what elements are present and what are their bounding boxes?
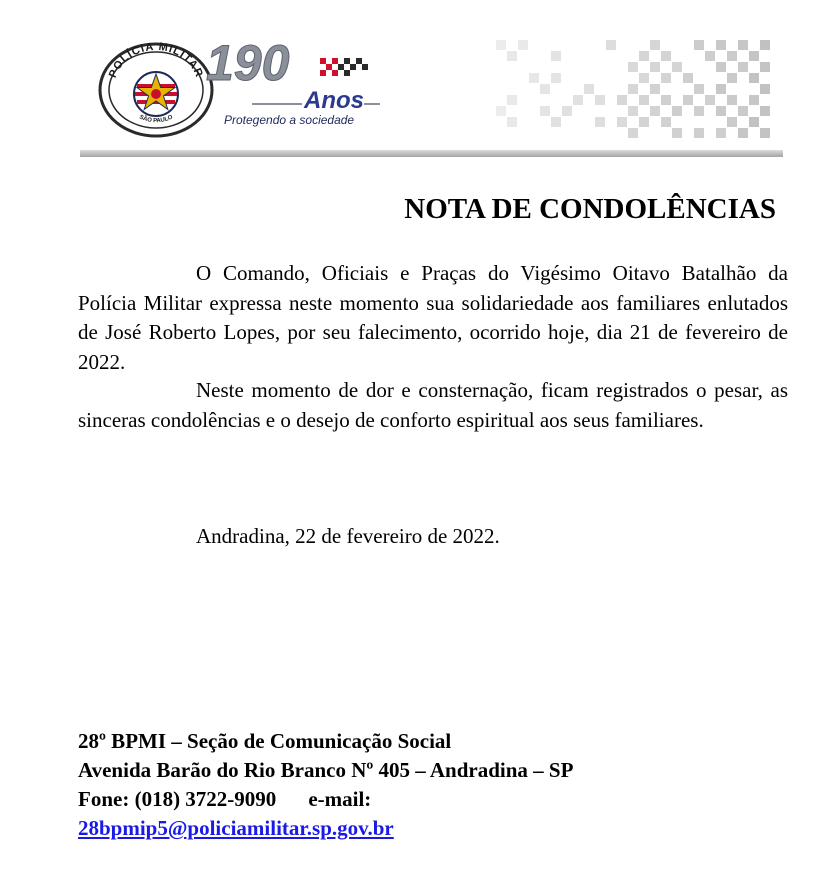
policia-militar-emblem (96, 38, 216, 138)
anniversary-190-logo (204, 36, 384, 132)
footer-address: Avenida Barão do Rio Branco Nº 405 – Andradina – SP (78, 758, 574, 782)
footer-contact-line (78, 785, 798, 814)
checkered-flag-icon (320, 58, 368, 76)
letterhead (0, 0, 828, 170)
emblem-ring-text: POLÍCIA MILITAR (106, 40, 206, 80)
dateline: Andradina, 22 de fevereiro de 2022. (196, 524, 500, 548)
anniversary-number: 190 (206, 36, 290, 91)
checkered-pattern-decoration (496, 36, 772, 142)
footer-email-label: e-mail: (308, 787, 372, 811)
emblem-bottom-text: SÃO PAULO (138, 114, 174, 125)
contact-footer (78, 727, 798, 843)
anniversary-tagline: Protegendo a sociedade (224, 113, 355, 127)
header-divider (80, 150, 783, 157)
footer-unit: 28º BPMI – Seção de Comunicação Social (78, 729, 452, 753)
notice-paragraph-1: O Comando, Oficiais e Praças do Vigésimo Oitavo Batalhão da Polícia Militar expressa neste momento sua solidariedade aos familiares enlutados de José Roberto Lopes, por seu falecimento, ocorrido hoje, dia 21 de fevereiro de 2022. (78, 261, 788, 374)
notice-paragraph-2: Neste momento de dor e consternação, ficam registrados o pesar, as sinceras condolências e o desejo de conforto espiritual aos seus familiares. (78, 378, 788, 432)
footer-email-link[interactable]: 28bpmip5@policiamilitar.sp.gov.br (78, 816, 394, 840)
notice-title: NOTA DE CONDOLÊNCIAS (404, 193, 776, 225)
anniversary-word: Anos (304, 87, 364, 114)
footer-phone: Fone: (018) 3722-9090 (78, 787, 277, 811)
